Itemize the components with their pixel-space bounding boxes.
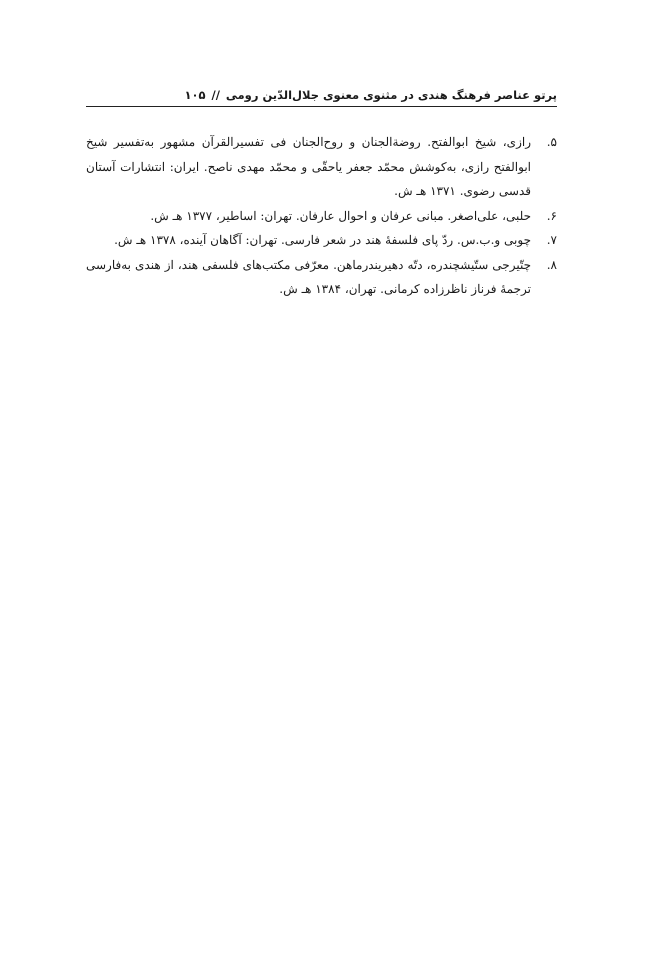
reference-item-5 (86, 130, 557, 204)
reference-item-6 (86, 204, 557, 229)
reference-text: رازی، شیخ ابوالفتح. روضة‌الجنان و روح‌الجنان فی تفسیرالقرآن مشهور به‌تفسیر شیخ ابوالفتح رازی، به‌کوشش محمّد جعفر یاحقّی و محمّد مهدی ناصح. ایران: انتشارات آستان قدسی رضوی. ۱۳۷۱ هـ ش. (86, 135, 531, 198)
header-rule (86, 106, 557, 107)
reference-text: چتّیرجی ستّیشچندره، دتّه دهیریندرماهن. معرّفی مکتب‌های فلسفی هند، از هندی به‌فارسی ترجمهٔ فرناز ناظرزاده کرمانی. تهران، ۱۳۸۴ هـ ش. (86, 257, 531, 296)
reference-item-8 (86, 253, 557, 302)
reference-number: ۶. (546, 208, 557, 223)
running-title: پرتو عناصر فرهنگ هندی در مثنوی معنوی جلال‌الدّین رومی (225, 88, 557, 102)
reference-number: ۵. (546, 135, 557, 149)
reference-text: چوبی و.ب.س. ردّ پای فلسفهٔ هند در شعر فارسی. تهران: آگاهان آینده، ۱۳۷۸ هـ ش. (114, 233, 531, 247)
reference-text: حلبی، علی‌اصغر. مبانی عرفان و احوال عارفان. تهران: اساطیر، ۱۳۷۷ هـ ش. (150, 208, 531, 223)
page-number: ۱۰۵ (184, 88, 206, 102)
reference-number: ۸. (546, 257, 557, 272)
header-separator: // (211, 88, 220, 102)
reference-list (86, 130, 557, 302)
running-header (86, 86, 557, 104)
reference-number: ۷. (546, 233, 557, 247)
reference-item-7 (86, 228, 557, 253)
